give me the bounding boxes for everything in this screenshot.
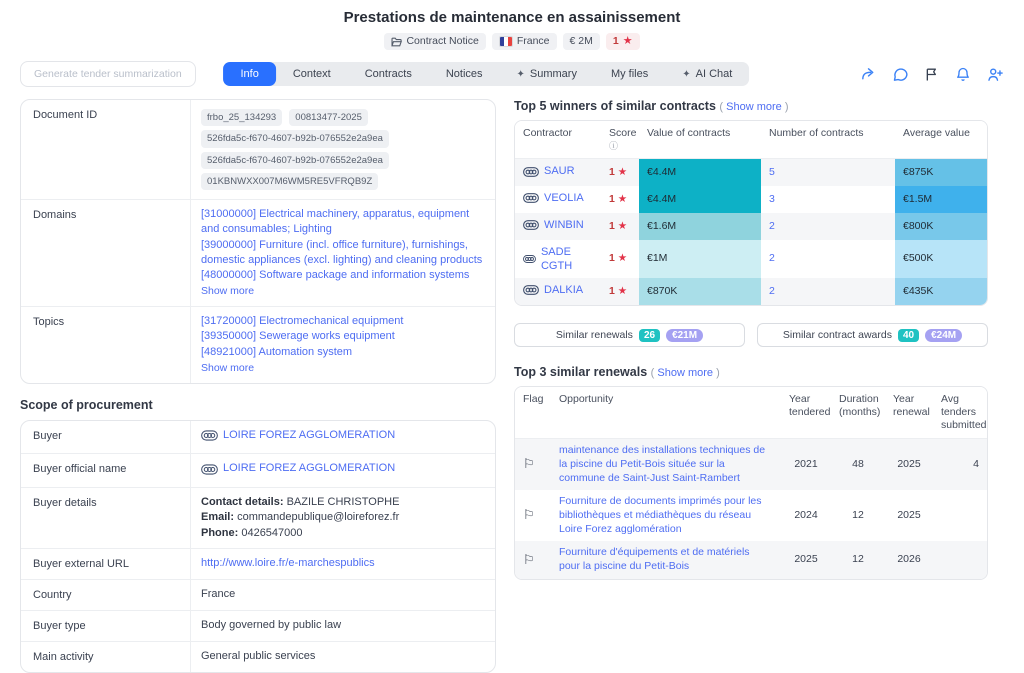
- contractor-link[interactable]: DALKIA: [523, 283, 583, 297]
- tab-contracts[interactable]: Contracts: [364, 68, 412, 80]
- france-flag-icon: [499, 36, 513, 47]
- generate-summary-button[interactable]: Generate tender summarization: [20, 61, 196, 87]
- organization-icon: [523, 254, 536, 264]
- scope-heading: Scope of procurement: [20, 397, 153, 412]
- avg-cell: €1.5M: [895, 186, 987, 213]
- organization-icon: [201, 464, 218, 475]
- renewal-row: ⚐ Fourniture d'équipements et de matériels pour la piscine du Petit-Bois 2025 12 2026: [515, 541, 987, 578]
- contractor-link[interactable]: SAUR: [523, 164, 575, 178]
- renewal-row: ⚐ Fourniture de documents imprimés pour les bibliothèques et médiathèques du réseau Loire Forez agglomération 2024 12 2025: [523, 495, 921, 535]
- renewals-heading: Top 3 similar renewals ( Show more ): [514, 365, 720, 380]
- score-badge: 1 ★: [606, 33, 640, 50]
- sparkle-icon: ✦: [516, 68, 525, 80]
- buyer-external-url-link[interactable]: http://www.loire.fr/e-marchespublics: [201, 557, 375, 570]
- col-avg-tenders: Avg tenders submitted: [933, 387, 987, 439]
- star-icon: ★: [617, 165, 628, 178]
- domains-row: [21, 200, 495, 307]
- buyer-link[interactable]: LOIRE FOREZ AGGLOMERATION: [201, 428, 395, 443]
- topics-row: [21, 307, 495, 383]
- document-id-chip: 00813477-2025: [289, 109, 368, 126]
- country-row: Country France: [21, 580, 495, 611]
- similar-contract-awards-button[interactable]: Similar contract awards 40 €24M: [757, 323, 988, 347]
- flag-icon[interactable]: ⚐: [523, 551, 535, 567]
- country-badge: France: [492, 33, 557, 50]
- winner-row: WINBIN 1 ★ €1.6M 2 €800K: [515, 213, 987, 240]
- renewals-count-badge: 26: [639, 329, 660, 342]
- avg-cell: €875K: [895, 159, 987, 186]
- document-id-chip: frbo_25_134293: [201, 109, 282, 126]
- flag-icon[interactable]: [924, 66, 940, 83]
- tab-notices[interactable]: Notices: [445, 68, 483, 80]
- right-panel: [514, 99, 988, 673]
- buyer-url-row: Buyer external URL http://www.loire.fr/e-marchespublics: [21, 549, 495, 580]
- contracts-count-link[interactable]: 2: [769, 219, 775, 232]
- awards-count-badge: 40: [898, 329, 919, 342]
- document-id-row: [21, 100, 495, 200]
- tab-ai-chat[interactable]: ✦ AI Chat: [682, 68, 733, 80]
- value-cell: €4.4M: [639, 159, 761, 186]
- buyer-official-row: Buyer official name LOIRE FOREZ AGGLOMERATION: [21, 454, 495, 488]
- opportunity-link[interactable]: Fourniture d'équipements et de matériels pour la piscine du Petit-Bois: [559, 546, 750, 572]
- share-icon[interactable]: [860, 66, 877, 83]
- col-duration: Duration (months): [831, 387, 885, 439]
- winner-row: SADE CGTH 1 ★ €1M 2 €500K: [515, 240, 987, 279]
- page-title: Prestations de maintenance en assainissement: [343, 9, 681, 26]
- contractor-link[interactable]: SADE CGTH: [523, 245, 593, 274]
- star-icon: ★: [617, 252, 628, 265]
- bell-icon[interactable]: [955, 66, 971, 83]
- organization-icon: [523, 220, 539, 230]
- renewals-show-more-link[interactable]: Show more: [657, 367, 714, 380]
- document-id-chip: 526fda5c-f670-4607-b92b-076552e2a9ea: [201, 130, 389, 147]
- main-activity-row: Main activity General public services: [21, 642, 495, 672]
- value-cell: €1M: [639, 240, 761, 279]
- document-id-chip: 01KBNWXX007M6WM5RE5VFRQB9Z: [201, 173, 378, 190]
- star-icon: ★: [617, 192, 628, 205]
- value-cell: €870K: [639, 278, 761, 305]
- document-id-chip: 526fda5c-f670-4607-b92b-076552e2a9ea: [201, 152, 389, 169]
- col-score: Score ⓘ: [601, 121, 639, 159]
- renewals-amount-badge: €21M: [666, 329, 703, 342]
- winner-row: VEOLIA 1 ★ €4.4M 3 €1.5M: [515, 186, 987, 213]
- topics-label: Topics: [21, 307, 191, 383]
- star-icon: ★: [622, 35, 633, 47]
- organization-icon: [523, 167, 539, 177]
- value-cell: €1.6M: [639, 213, 761, 240]
- col-avg: Average value: [895, 121, 987, 159]
- organization-icon: [523, 193, 539, 203]
- opportunity-link[interactable]: maintenance des installations techniques de la piscine du Petit-Bois située sur la commune de Saint-Just Saint-Rambert: [559, 444, 766, 484]
- page-header: [0, 0, 1024, 50]
- buyer-details-row: Buyer details Contact details: BAZILE CHRISTOPHE Email: commandepublique@loireforez.fr Phone: 0426547000: [21, 488, 495, 549]
- col-contractor: Contractor: [515, 121, 601, 159]
- domain-link[interactable]: [48000000] Software package and information systems: [201, 268, 470, 281]
- buyer-row: Buyer LOIRE FOREZ AGGLOMERATION: [21, 421, 495, 455]
- summary-buttons: [514, 323, 988, 347]
- sparkle-icon: ✦: [682, 68, 691, 80]
- tab-context[interactable]: Context: [292, 68, 331, 80]
- contracts-count-link[interactable]: 3: [769, 192, 775, 205]
- buyer-official-link[interactable]: LOIRE FOREZ AGGLOMERATION: [201, 461, 395, 476]
- col-year-tendered: Year tendered: [781, 387, 831, 439]
- tab-my-files[interactable]: My files: [610, 68, 649, 80]
- comment-icon[interactable]: [892, 66, 909, 83]
- buyer-details-value: Contact details: BAZILE CHRISTOPHE Email: commandepublique@loireforez.fr Phone: 0426547000: [201, 496, 400, 539]
- contract-notice-badge: Contract Notice: [384, 33, 485, 50]
- contracts-count-link[interactable]: 2: [769, 252, 775, 265]
- renewals-table: [514, 386, 988, 580]
- document-id-label: Document ID: [21, 100, 191, 199]
- value-badge: € 2M: [563, 33, 600, 50]
- scope-card: [20, 420, 496, 673]
- document-info-card: [20, 99, 496, 384]
- domain-link[interactable]: [39000000] Furniture (incl. office furniture), furnishings, domestic appliances (excl. lighting) and cleaning products: [201, 238, 483, 266]
- winner-row: DALKIA 1 ★ €870K 2 €435K: [515, 278, 987, 305]
- similar-renewals-button[interactable]: Similar renewals 26 €21M: [514, 323, 745, 347]
- topics-values: [191, 307, 495, 383]
- avg-cell: €500K: [895, 240, 987, 279]
- flag-icon[interactable]: ⚐: [523, 507, 535, 523]
- col-flag: Flag: [515, 387, 551, 439]
- renewal-row: ⚐ maintenance des installations techniques de la piscine du Petit-Bois située sur la commune de Saint-Just Saint-Rambert 2021 48 2025 4: [515, 439, 987, 490]
- flag-icon[interactable]: ⚐: [523, 456, 535, 472]
- col-count: Number of contracts: [761, 121, 895, 159]
- tab-info[interactable]: Info: [223, 62, 275, 86]
- winners-show-more-link[interactable]: Show more: [726, 101, 782, 113]
- tab-bar: [223, 62, 749, 86]
- toolbar: [0, 59, 1024, 89]
- folder-icon: [391, 37, 402, 47]
- main-content: [0, 89, 1024, 673]
- col-value: Value of contracts: [639, 121, 761, 159]
- domains-show-more-link[interactable]: Show more: [201, 285, 255, 298]
- topic-link[interactable]: [39350000] Sewerage works equipment: [201, 330, 395, 343]
- document-id-values: [191, 100, 495, 199]
- star-icon: ★: [617, 219, 628, 232]
- add-user-icon[interactable]: [986, 66, 1004, 83]
- info-icon[interactable]: ⓘ: [609, 141, 619, 152]
- topic-link[interactable]: [48921000] Automation system: [201, 345, 353, 358]
- domain-link[interactable]: [31000000] Electrical machinery, apparatus, equipment and consumables; Lighting: [201, 208, 470, 236]
- value-cell: €4.4M: [639, 186, 761, 213]
- col-year-renewal: Year renewal: [885, 387, 933, 439]
- organization-icon: [523, 285, 539, 295]
- contracts-count-link[interactable]: 2: [769, 284, 775, 297]
- awards-amount-badge: €24M: [925, 329, 962, 342]
- opportunity-link[interactable]: Fourniture de documents imprimés pour les bibliothèques et médiathèques du réseau Loire Forez agglomération: [559, 495, 762, 535]
- winner-row: SAUR 1 ★ €4.4M 5 €875K: [515, 159, 987, 186]
- domains-values: [191, 200, 495, 306]
- buyer-type-row: Buyer type Body governed by public law: [21, 611, 495, 642]
- winners-table: [514, 120, 988, 306]
- toolbar-actions: [860, 66, 1004, 83]
- winners-heading: Top 5 winners of similar contracts ( Show more ): [514, 99, 789, 113]
- avg-cell: €800K: [895, 213, 987, 240]
- topics-show-more-link[interactable]: Show more: [201, 361, 255, 374]
- tab-summary[interactable]: ✦ Summary: [516, 68, 577, 80]
- col-opportunity: Opportunity: [551, 387, 781, 439]
- organization-icon: [201, 430, 218, 441]
- domains-label: Domains: [21, 200, 191, 306]
- contractor-link[interactable]: WINBIN: [523, 218, 584, 232]
- contracts-count-link[interactable]: 5: [769, 165, 775, 178]
- avg-cell: €435K: [895, 278, 987, 305]
- contractor-link[interactable]: VEOLIA: [523, 191, 584, 205]
- topic-link[interactable]: [31720000] Electromechanical equipment: [201, 315, 404, 328]
- star-icon: ★: [617, 284, 628, 297]
- left-panel: [20, 99, 496, 673]
- header-badges: [0, 33, 1024, 50]
